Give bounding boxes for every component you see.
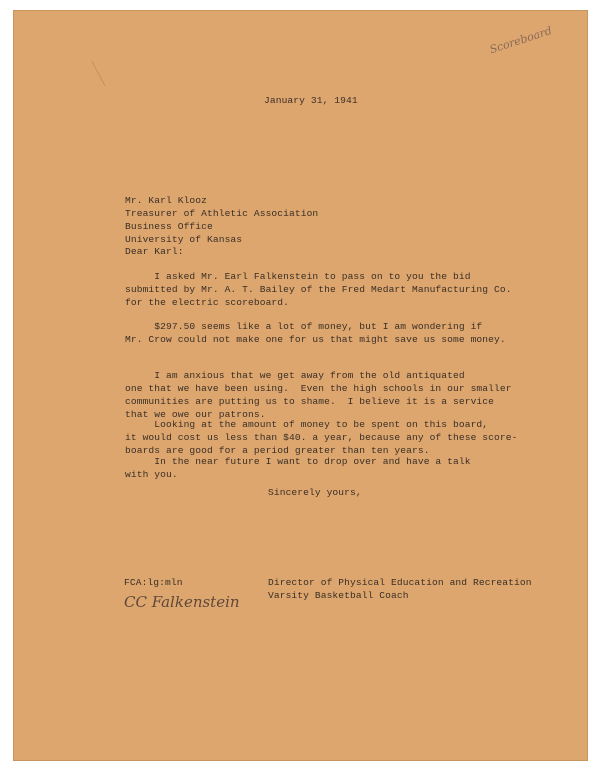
paragraph-line: I asked Mr. Earl Falkenstein to pass on to you the bid bbox=[125, 271, 471, 282]
paragraph-line: for the electric scoreboard. bbox=[125, 297, 290, 308]
title-line: Varsity Basketball Coach bbox=[268, 590, 409, 601]
paragraph-line: In the near future I want to drop over and have a talk bbox=[125, 456, 471, 467]
paragraph-line: one that we have been using. Even the high schools in our smaller bbox=[125, 383, 512, 394]
recipient-line: Mr. Karl Klooz bbox=[125, 195, 208, 206]
paragraph-line: Looking at the amount of money to be spent on this board, bbox=[125, 419, 489, 430]
recipient-line: Treasurer of Athletic Association bbox=[125, 208, 319, 219]
salutation: Dear Karl: bbox=[125, 246, 184, 257]
paragraph-visit bbox=[125, 455, 471, 481]
paragraph-antiquated bbox=[125, 369, 512, 421]
paragraph-line: that we owe our patrons. bbox=[125, 409, 266, 420]
paper-crease bbox=[91, 54, 117, 86]
paragraph-line: I am anxious that we get away from the old antiquated bbox=[125, 370, 465, 381]
signature-title bbox=[268, 576, 532, 602]
paragraph-line: with you. bbox=[125, 469, 178, 480]
letter-date: January 31, 1941 bbox=[264, 95, 358, 106]
paragraph-bid bbox=[125, 270, 512, 309]
handwritten-cc-note: CC Falkenstein bbox=[124, 593, 240, 611]
paragraph-line: it would cost us less than $40. a year, because any of these score- bbox=[125, 432, 518, 443]
paragraph-line: Mr. Crow could not make one for us that might save us some money. bbox=[125, 334, 506, 345]
handwritten-scoreboard-note: Scoreboard bbox=[488, 24, 554, 57]
paragraph-yearly-cost bbox=[125, 418, 517, 457]
closing: Sincerely yours, bbox=[268, 487, 362, 498]
recipient-line: Business Office bbox=[125, 221, 213, 232]
paragraph-line: boards are good for a period greater than ten years. bbox=[125, 445, 430, 456]
paragraph-line: $297.50 seems like a lot of money, but I am wondering if bbox=[125, 321, 483, 332]
typist-initials: FCA:lg:mln bbox=[124, 577, 183, 588]
recipient-address bbox=[125, 194, 318, 246]
title-line: Director of Physical Education and Recreation bbox=[268, 577, 532, 588]
paragraph-line: communities are putting us to shame. I believe it is a service bbox=[125, 396, 495, 407]
paragraph-cost bbox=[125, 320, 506, 346]
paragraph-line: submitted by Mr. A. T. Bailey of the Fred Medart Manufacturing Co. bbox=[125, 284, 512, 295]
recipient-line: University of Kansas bbox=[125, 234, 243, 245]
